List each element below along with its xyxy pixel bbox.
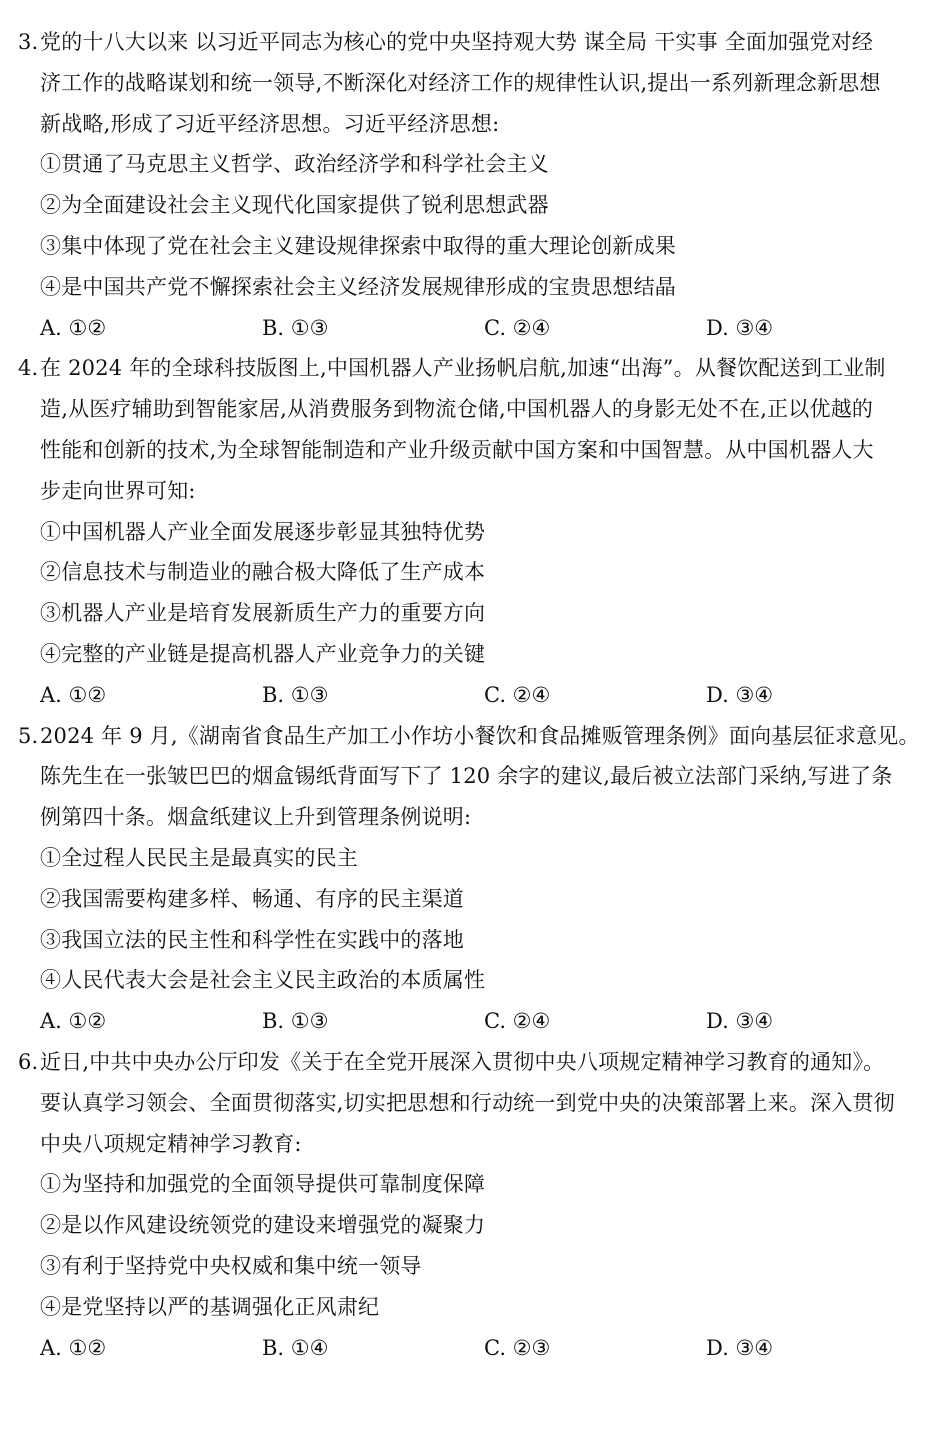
question-number: 3. <box>18 30 39 54</box>
statement-4: ④人民代表大会是社会主义民主政治的本质属性 <box>40 968 486 993</box>
statement-2: ②是以作风建设统领党的建设来增强党的凝聚力 <box>40 1213 486 1238</box>
question-stem <box>18 1042 930 1164</box>
stem-line: 例第四十条。烟盒纸建议上升到管理条例说明: <box>40 805 472 830</box>
statement-2: ②为全面建设社会主义现代化国家提供了锐利思想武器 <box>40 193 549 218</box>
option-c: C. ②④ <box>484 315 551 340</box>
stem-line: 陈先生在一张皱巴巴的烟盒锡纸背面写下了 120 余字的建议,最后被立法部门采纳,写进了条 <box>40 764 893 789</box>
statement-3: ③我国立法的民主性和科学性在实践中的落地 <box>40 927 464 952</box>
question-4 <box>18 348 930 715</box>
stem-line: 在 2024 年的全球科技版图上,中国机器人产业扬帆启航,加速“出海”。从餐饮配送到工业制 <box>40 356 886 381</box>
statement-4: ④是中国共产党不懈探索社会主义经济发展规律形成的宝贵思想结晶 <box>40 274 676 299</box>
option-b: B. ①④ <box>262 1335 329 1360</box>
statement-1: ①为坚持和加强党的全面领导提供可靠制度保障 <box>40 1172 486 1197</box>
question-stem <box>18 716 930 838</box>
option-c: C. ②③ <box>484 1335 551 1360</box>
question-number: 5. <box>18 723 39 748</box>
stem-line: 新战略,形成了习近平经济思想。习近平经济思想: <box>40 111 500 136</box>
answer-options <box>18 1328 930 1369</box>
question-number: 4. <box>18 356 39 381</box>
option-a: A. ①② <box>40 1009 107 1034</box>
stem-line: 要认真学习领会、全面贯彻落实,切实把思想和行动统一到党中央的决策部署上来。深入贯彻 <box>40 1090 895 1115</box>
question-3 <box>18 22 930 348</box>
option-a: A. ①② <box>40 682 107 707</box>
question-5 <box>18 716 930 1042</box>
question-stem <box>18 348 930 511</box>
option-b: B. ①③ <box>262 1009 329 1034</box>
option-d: D. ③④ <box>706 315 774 340</box>
stem-line: 2024 年 9 月,《湖南省食品生产加工小作坊小餐饮和食品摊贩管理条例》面向基层征求意见。 <box>40 723 920 748</box>
option-d: D. ③④ <box>706 1009 774 1034</box>
option-a: A. ①② <box>40 1335 107 1360</box>
option-a: A. ①② <box>40 315 107 340</box>
statement-2: ②我国需要构建多样、畅通、有序的民主渠道 <box>40 886 464 911</box>
statement-3: ③集中体现了党在社会主义建设规律探索中取得的重大理论创新成果 <box>40 233 676 258</box>
stem-line: 造,从医疗辅助到智能家居,从消费服务到物流仓储,中国机器人的身影无处不在,正以优越的 <box>40 397 874 422</box>
statement-3: ③机器人产业是培育发展新质生产力的重要方向 <box>40 601 486 626</box>
statement-1: ①全过程人民民主是最真实的民主 <box>40 845 358 870</box>
stem-line: 近日,中共中央办公厅印发《关于在全党开展深入贯彻中央八项规定精神学习教育的通知》。 <box>40 1049 885 1074</box>
answer-options <box>18 1001 930 1042</box>
statement-4: ④完整的产业链是提高机器人产业竞争力的关键 <box>40 641 486 666</box>
stem-line: 步走向世界可知: <box>40 478 196 503</box>
option-b: B. ①③ <box>262 682 329 707</box>
question-number: 6. <box>18 1049 39 1074</box>
stem-line: 党的十八大以来 以习近平同志为核心的党中央坚持观大势 谋全局 干实事 全面加强党对经 <box>40 30 874 54</box>
question-stem <box>18 22 930 144</box>
statement-2: ②信息技术与制造业的融合极大降低了生产成本 <box>40 560 486 585</box>
stem-line: 济工作的战略谋划和统一领导,不断深化对经济工作的规律性认识,提出一系列新理念新思想 <box>40 70 881 95</box>
statement-4: ④是党坚持以严的基调强化正风肃纪 <box>40 1294 380 1319</box>
question-6 <box>18 1042 930 1368</box>
option-d: D. ③④ <box>706 682 774 707</box>
answer-options <box>18 308 930 349</box>
option-c: C. ②④ <box>484 682 551 707</box>
answer-options <box>18 675 930 716</box>
statement-1: ①中国机器人产业全面发展逐步彰显其独特优势 <box>40 519 486 544</box>
option-b: B. ①③ <box>262 315 329 340</box>
stem-line: 中央八项规定精神学习教育: <box>40 1131 302 1156</box>
statement-3: ③有利于坚持党中央权威和集中统一领导 <box>40 1253 422 1278</box>
option-d: D. ③④ <box>706 1335 774 1360</box>
option-c: C. ②④ <box>484 1009 551 1034</box>
stem-line: 性能和创新的技术,为全球智能制造和产业升级贡献中国方案和中国智慧。从中国机器人大 <box>40 437 874 462</box>
statement-1: ①贯通了马克思主义哲学、政治经济学和科学社会主义 <box>40 152 549 177</box>
